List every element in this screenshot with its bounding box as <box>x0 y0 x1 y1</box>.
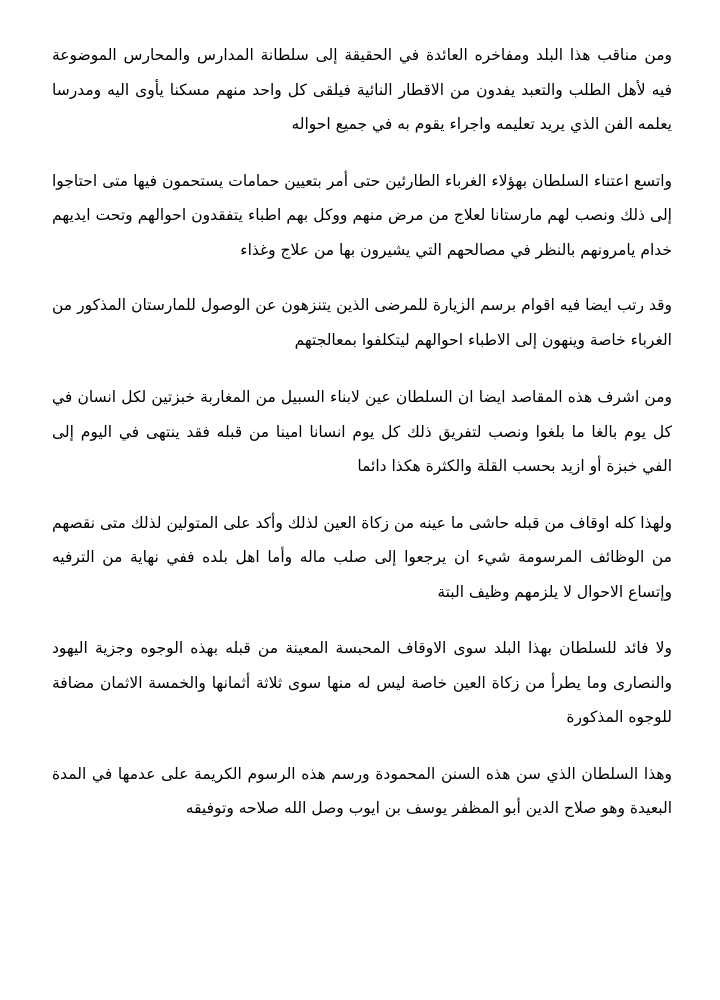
paragraph-5: ولهذا كله اوقاف من قبله حاشى ما عينه من زكاة العين لذلك وأكد على المتولين لذلك متى نقصهم من الوظائف المرسومة شيء ان يرجعوا إلى صلب ماله وأما اهل بلده ففي نهاية من الترفيه وإتساع الاحوال لا يلزمهم وظيف البتة <box>52 513 672 601</box>
paragraph-7: وهذا السلطان الذي سن هذه السنن المحمودة ورسم هذه الرسوم الكريمة على عدمها في المدة البعيدة وهو صلاح الدين أبو المظفر يوسف بن ايوب وصل الله صلاحه وتوفيقه <box>52 764 672 817</box>
paragraph-3: وقد رتب ايضا فيه اقوام برسم الزيارة للمرضى الذين يتنزهون عن الوصول للمارستان المذكور من الغرباء خاصة وينهون إلى الاطباء احوالهم ليتكلفوا بمعالجتهم <box>52 296 672 349</box>
paragraph-1: ومن مناقب هذا البلد ومفاخره العائدة في الحقيقة إلى سلطانة المدارس والمحارس الموضوعة فيه لأهل الطلب والتعبد يفدون من الاقطار النائية فيلقى كل واحد منهم مسكنا يأوى اليه ومدرسا يعلمه الفن الذي يريد تعليمه واجراء يقوم به في جميع احواله <box>52 46 672 133</box>
paragraph-4: ومن اشرف هذه المقاصد ايضا ان السلطان عين لابناء السبيل من المغاربة خبزتين لكل انسان في كل يوم بالغا ما بلغوا ونصب لتفريق ذلك كل يوم انسانا امينا من قبله فقد ينتهى في اليوم إلى الفي خبزة أو ازيد بحسب القلة والكثرة هكذا دائما <box>52 388 672 475</box>
paragraph-2: واتسع اعتناء السلطان بهؤلاء الغرباء الطارئين حتى أمر بتعيين حمامات يستحمون فيها متى احتاجوا إلى ذلك ونصب لهم مارستانا لعلاج من مرض منهم ووكل بهم اطباء يتفقدون احوالهم وتحت ايديهم خدام يامرونهم بالنظر في مصالحهم التي يشيرون بها من علاج وغذاء <box>52 171 672 259</box>
document-page <box>52 38 672 847</box>
paragraph-6: ولا فائد للسلطان بهذا البلد سوى الاوقاف المحبسة المعينة من قبله بهذه الوجوه وجزية اليهود والنصارى وما يطرأ من زكاة العين خاصة ليس له منها سوى ثلاثة أثمانها والخمسة الاثمان مضافة للوجوه المذكورة <box>52 639 672 726</box>
